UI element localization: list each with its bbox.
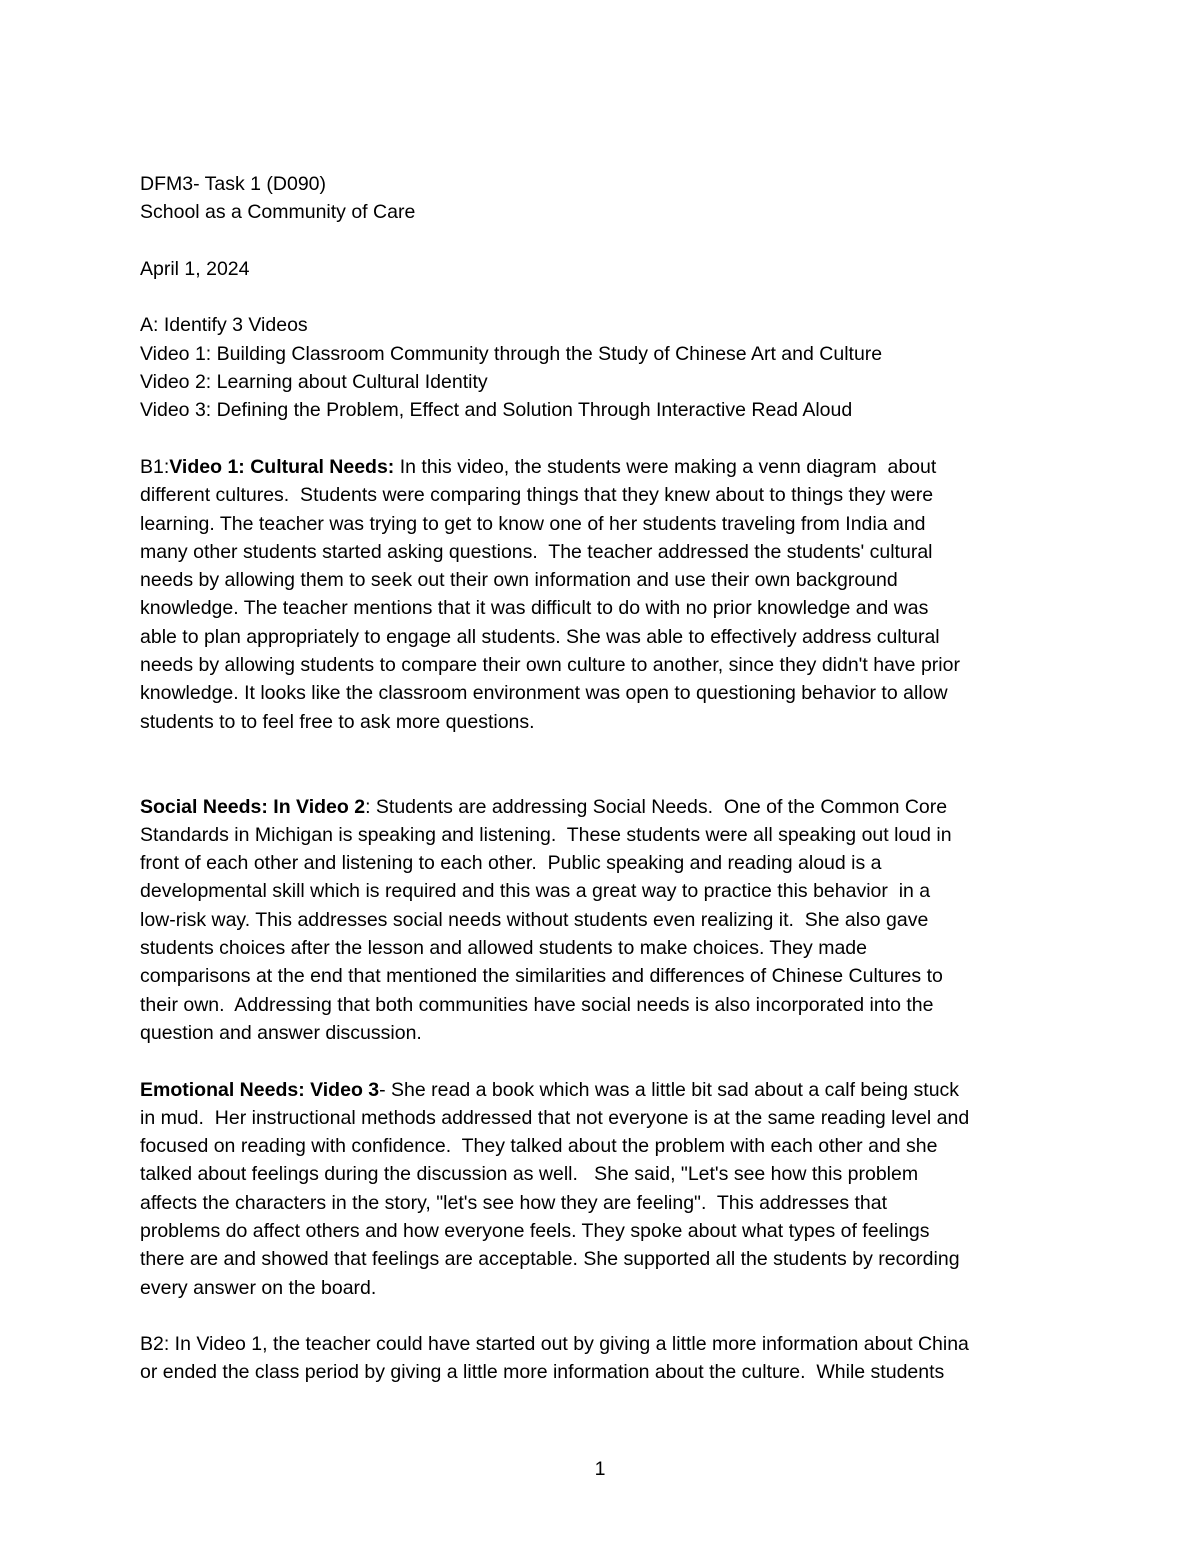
- paragraph-line: [140, 793, 1070, 821]
- paragraph-text: - She read a book which was a little bit sad about a calf being stuck: [379, 1078, 960, 1101]
- paragraph-text: : Students are addressing Social Needs. One of the Common Core: [365, 795, 948, 818]
- course-code: DFM3- Task 1 (D090): [140, 173, 327, 195]
- paragraph-line: question and answer discussion.: [140, 1021, 422, 1044]
- video-item: Video 3: Defining the Problem, Effect and Solution Through Interactive Read Aloud: [140, 399, 853, 422]
- paragraph-line: their own. Addressing that both communities have social needs is also incorporated into the: [140, 993, 934, 1016]
- section-a: [140, 311, 1070, 424]
- video-item: Video 2: Learning about Cultural Identity: [140, 371, 488, 394]
- paragraph-line: low-risk way. This addresses social needs without students even realizing it. She also gave: [140, 908, 929, 931]
- paragraph-line: B2: In Video 1, the teacher could have started out by giving a little more information about China: [140, 1333, 969, 1356]
- spacer: [140, 1047, 1070, 1075]
- paragraph-line: needs by allowing them to seek out their own information and use their own background: [140, 569, 898, 592]
- emotional-needs-label: Emotional Needs: Video 3: [140, 1078, 380, 1101]
- b1-social-paragraph: [140, 793, 1070, 1048]
- paragraph-line: learning. The teacher was trying to get to know one of her students traveling from India and: [140, 512, 926, 535]
- paragraph-line: [140, 453, 1070, 481]
- document-body: [140, 170, 1070, 1387]
- spacer: [140, 283, 1070, 311]
- document-date: April 1, 2024: [140, 257, 250, 280]
- b1-emotional-paragraph: [140, 1076, 1070, 1302]
- social-needs-label: Social Needs: In Video 2: [140, 795, 366, 818]
- paragraph-line: many other students started asking questions. The teacher addressed the students' cultural: [140, 540, 933, 563]
- paragraph-line: affects the characters in the story, "let's see how they are feeling". This addresses that: [140, 1191, 888, 1214]
- paragraph-line: every answer on the board.: [140, 1276, 377, 1299]
- spacer: [140, 736, 1070, 793]
- paragraph-line: needs by allowing students to compare their own culture to another, since they didn't have prior: [140, 654, 960, 677]
- paragraph-line: front of each other and listening to each other. Public speaking and reading aloud is a: [140, 852, 882, 875]
- paragraph-line: in mud. Her instructional methods addressed that not everyone is at the same reading level and: [140, 1106, 970, 1129]
- paragraph-line: Standards in Michigan is speaking and listening. These students were all speaking out loud in: [140, 823, 952, 846]
- paragraph-line: knowledge. It looks like the classroom environment was open to questioning behavior to allow: [140, 682, 948, 705]
- spacer: [140, 227, 1070, 255]
- b2-paragraph: [140, 1330, 1070, 1387]
- spacer: [140, 425, 1070, 453]
- paragraph-text: In this video, the students were making a venn diagram about: [394, 455, 937, 478]
- paragraph-line: [140, 1076, 1070, 1104]
- paragraph-line: students to to feel free to ask more questions.: [140, 710, 535, 733]
- video-item: Video 1: Building Classroom Community through the Study of Chinese Art and Culture: [140, 342, 883, 365]
- document-title: School as a Community of Care: [140, 201, 416, 224]
- b1-cultural-paragraph: [140, 453, 1070, 736]
- cultural-needs-label: Video 1: Cultural Needs:: [169, 455, 395, 478]
- paragraph-line: developmental skill which is required and this was a great way to practice this behavior in a: [140, 880, 931, 903]
- paragraph-line: different cultures. Students were comparing things that they knew about to things they were: [140, 484, 934, 507]
- paragraph-line: focused on reading with confidence. They talked about the problem with each other and she: [140, 1135, 938, 1158]
- page-number: 1: [594, 1458, 606, 1480]
- paragraph-line: talked about feelings during the discussion as well. She said, "Let's see how this problem: [140, 1163, 919, 1186]
- spacer: [140, 1302, 1070, 1330]
- paragraph-line: comparisons at the end that mentioned the similarities and differences of Chinese Cultures to: [140, 965, 943, 988]
- paragraph-line: able to plan appropriately to engage all students. She was able to effectively address cultural: [140, 625, 940, 648]
- paragraph-line: knowledge. The teacher mentions that it was difficult to do with no prior knowledge and was: [140, 597, 929, 620]
- paragraph-line: or ended the class period by giving a little more information about the culture. While students: [140, 1361, 945, 1384]
- b1-prefix: B1:: [140, 455, 170, 478]
- section-a-heading: A: Identify 3 Videos: [140, 314, 308, 337]
- paragraph-line: there are and showed that feelings are acceptable. She supported all the students by recording: [140, 1248, 960, 1271]
- paragraph-line: students choices after the lesson and allowed students to make choices. They made: [140, 937, 867, 960]
- paragraph-line: problems do affect others and how everyone feels. They spoke about what types of feelings: [140, 1219, 930, 1242]
